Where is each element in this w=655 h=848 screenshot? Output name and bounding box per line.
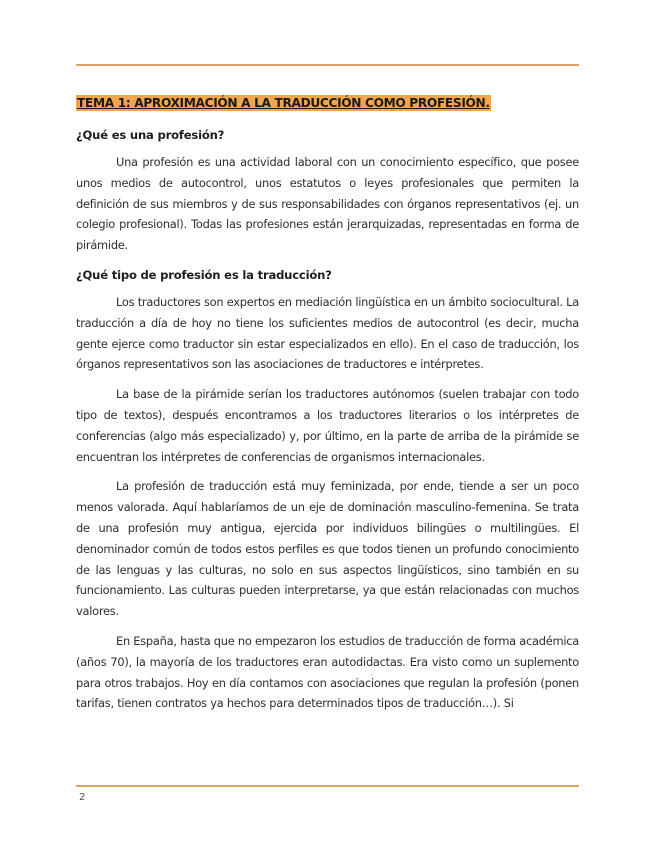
section-heading-profesion: ¿Qué es una profesión? [76,128,225,142]
paragraph: Los traductores son expertos en mediación lingüística en un ámbito sociocultural. La traducción a día de hoy no tiene los suficientes medios de autocontrol (es decir, mucha gente ejerce como traductor sin estar especializados en ello). En el caso de traducción, los órganos representativos son las asociaciones de traductores e intérpretes. [76,294,579,372]
paragraph: La profesión de traducción está muy feminizada, por ende, tiende a ser un poco menos valorada. Aquí hablaríamos de un eje de dominación masculino-femenina. Se trata de una profesión muy antigua, ejercida por individuos bilingües o multilingües. El denominador común de todos estos perfiles es que todos tienen un profundo conocimiento de las lenguas y las culturas, no solo en sus aspectos lingüísticos, sino también en su funcionamiento. Las culturas pueden interpretarse, ya que están relacionadas con muchos valores. [76,479,579,619]
page-title: TEMA 1: APROXIMACIÓN A LA TRADUCCIÓN COMO PROFESIÓN. [77,96,490,110]
page-number: 2 [79,792,86,803]
header-rule [76,64,579,66]
paragraph: La base de la pirámide serían los traductores autónomos (suelen trabajar con todo tipo de textos), después encontramos a los traductores literarios o los intérpretes de conferencias (algo más especializado) y, por último, en la parte de arriba de la pirámide se encuentran los intérpretes de conferencias de organismos internacionales. [76,387,579,464]
section-heading-tipo-profesion: ¿Qué tipo de profesión es la traducción? [76,267,332,282]
page-content [76,92,579,714]
paragraph: En España, hasta que no empezaron los estudios de traducción de forma académica (años 70), la mayoría de los traductores eran autodidactas. Era visto como un suplemento para otros trabajos. Hoy en día contamos con asociaciones que regulan la profesión (ponen tarifas, tienen contratos ya hechos para determinados tipos de traducción…). Si [76,633,579,711]
footer-rule [76,785,579,787]
paragraph: Una profesión es una actividad laboral con un conocimiento específico, que posee unos medios de autocontrol, unos estatutos o leyes profesionales que permiten la definición de sus miembros y de sus responsabilidades con órganos representativos (ej. un colegio profesional). Todas las profesiones están jerarquizadas, representadas en forma de pirámide. [76,155,579,253]
title-wrapper [76,92,579,111]
